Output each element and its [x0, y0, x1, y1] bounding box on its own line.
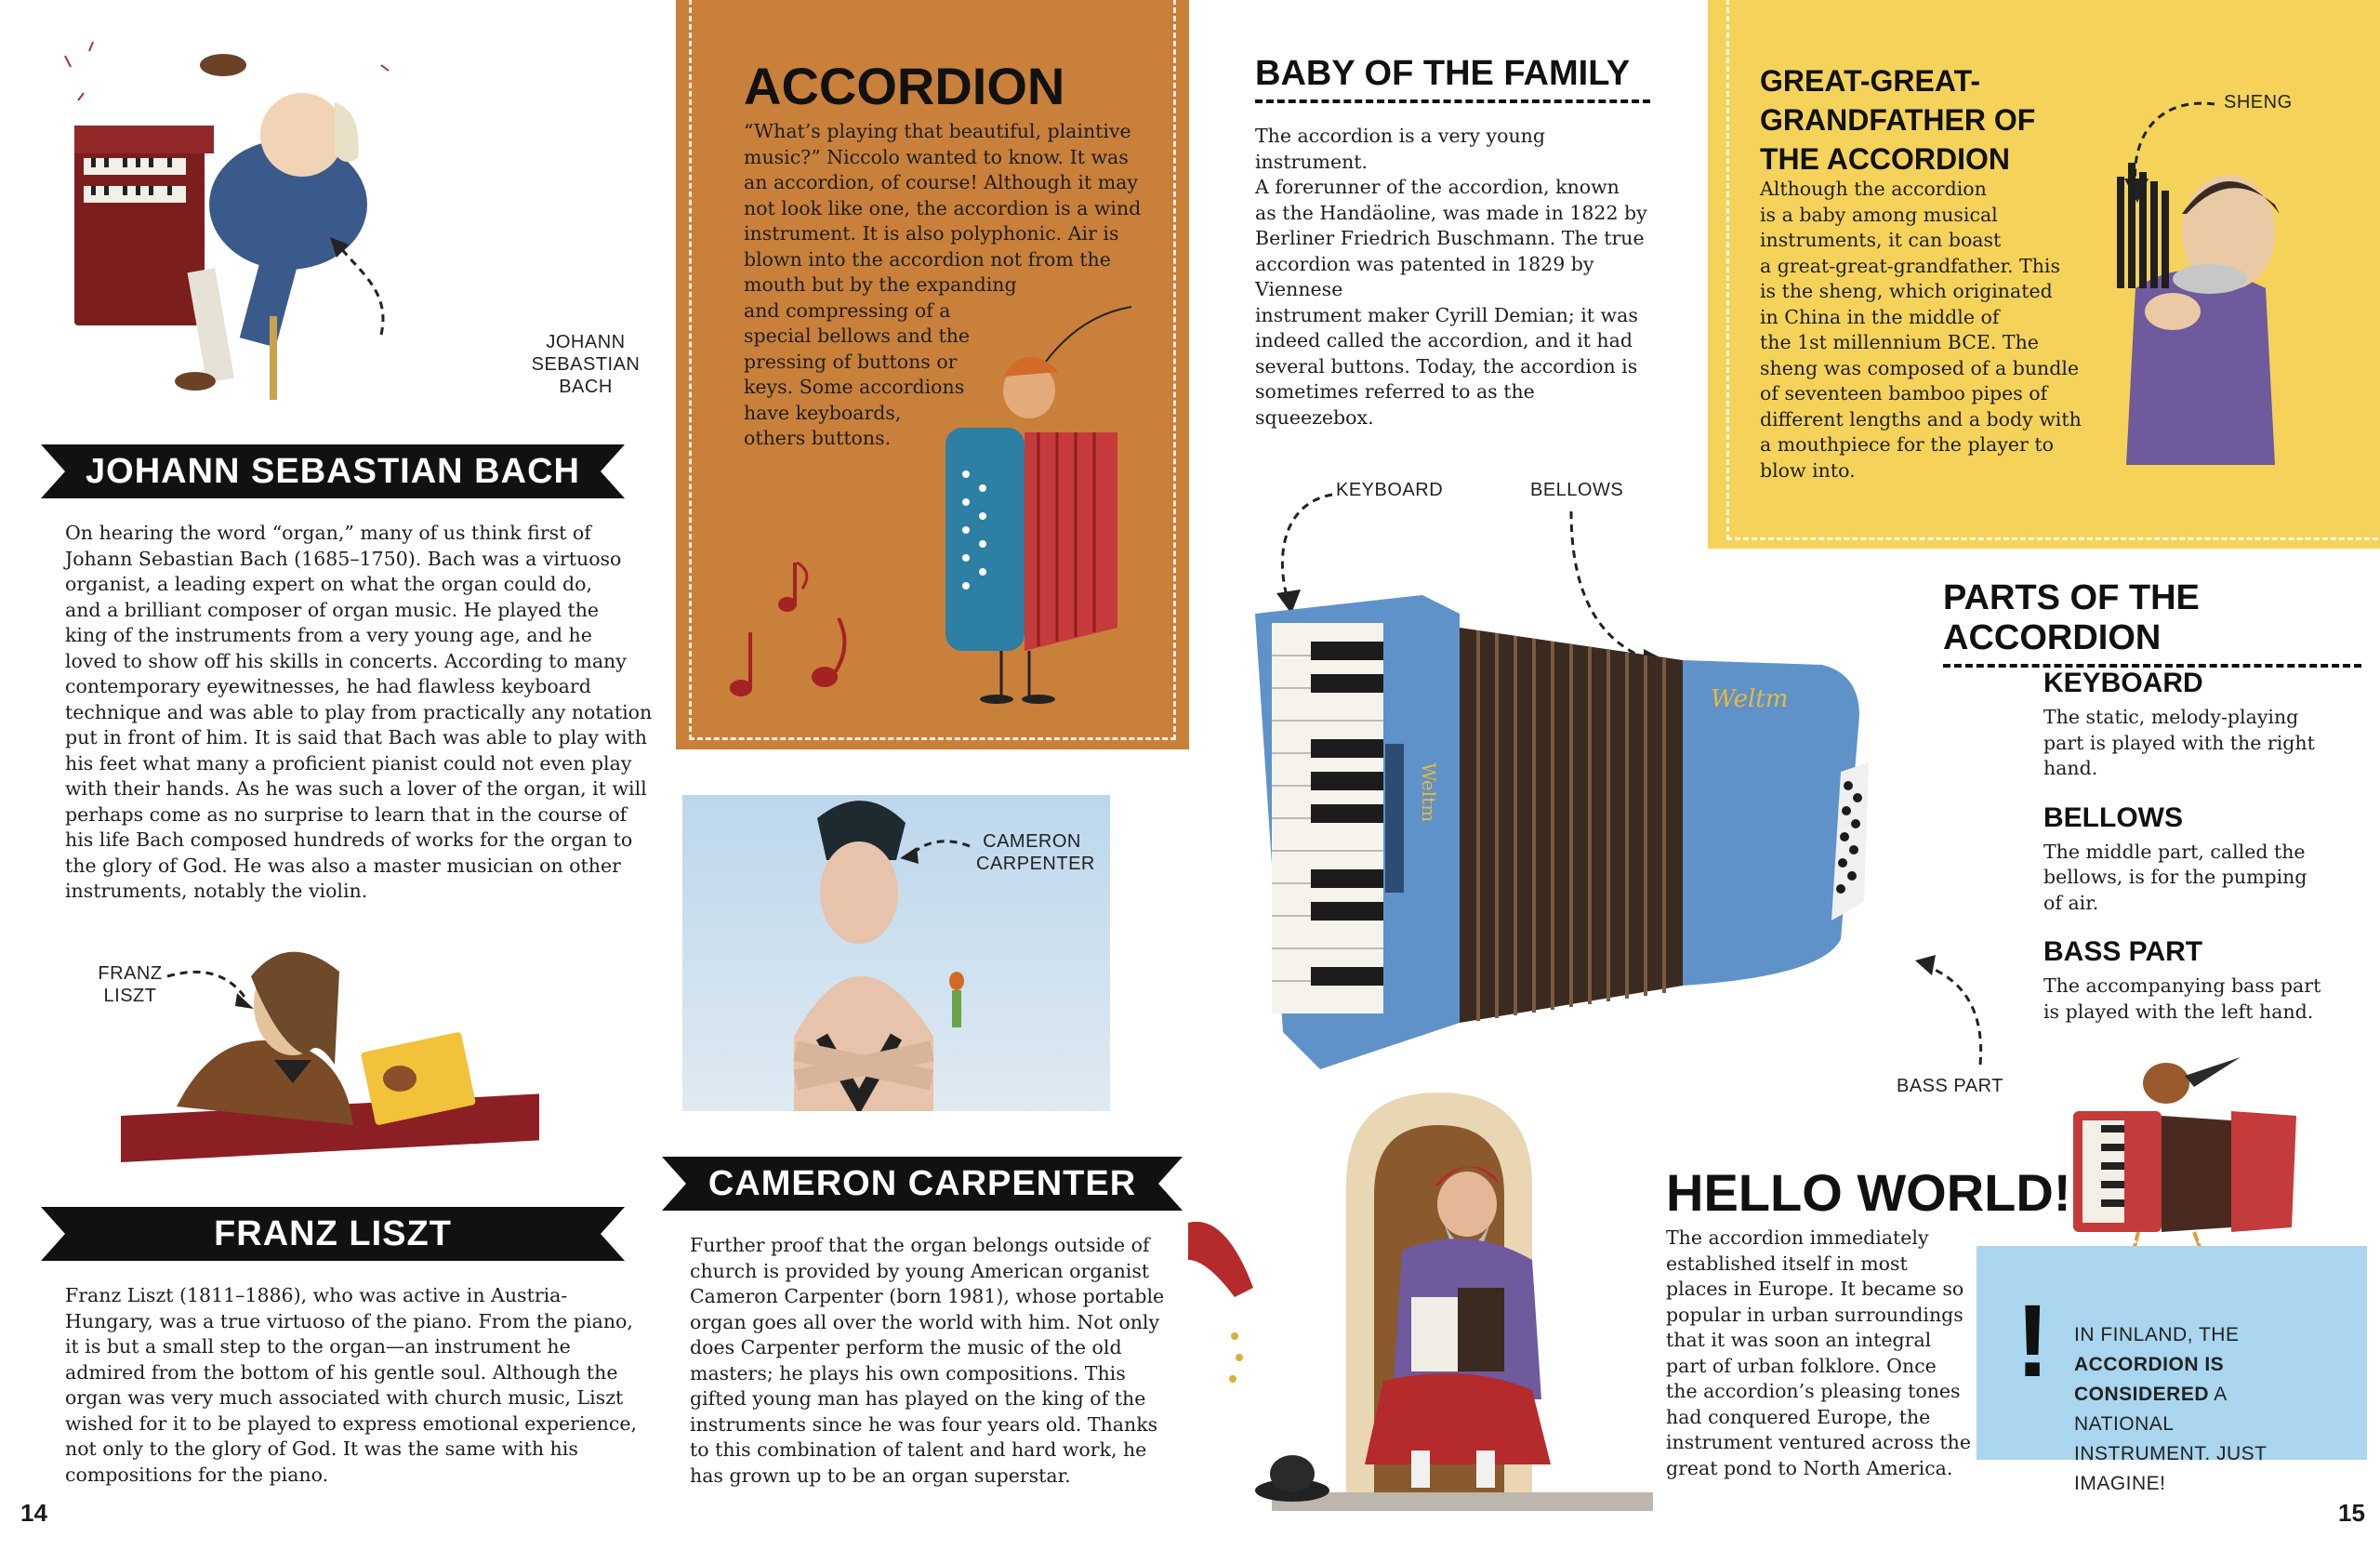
liszt-body-text: Franz Liszt (1811–1886), who was active in Austria- Hungary, was a true virtuoso of the piano. From the piano, it is but a small step to the organ—an instrument he admired from the bottom of his gentle soul. Although the organ was very much associated with church music, Liszt wished for it to be played to express emotional experience, not only to the glory of God. It was the same with his compositions for the piano. [65, 1284, 637, 1486]
liszt-body [65, 1283, 669, 1488]
part-bellows-text: The middle part, called the bellows, is for the pumping of air. [2043, 840, 2307, 914]
carpenter-title-banner [662, 1157, 1183, 1211]
carpenter-body-text: Further proof that the organ belongs outside of church is provided by young American organist Cameron Carpenter (born 1981), whose portable organ goes all over the world with him. Not only does Carpenter perform the music of the old masters; he plays his own compositions. This gifted young man has played on the king of the instruments since he was four years old. Thanks to this combination of talent and hard work, he has grown up to be an organ superstar. [690, 1234, 1165, 1487]
bass-arrow [1906, 953, 1999, 1074]
bach-caption: JOHANN SEBASTIAN BACH [531, 332, 641, 397]
page-number-left: 14 [20, 1499, 47, 1527]
carpenter-arrow [900, 832, 974, 869]
accordion-box-title: ACCORDION [744, 57, 1065, 115]
music-notes-icon [713, 558, 862, 707]
fact-box [1977, 1246, 2367, 1494]
hello-title: HELLO WORLD! [1666, 1163, 2071, 1222]
grandfather-box [1708, 0, 2380, 549]
fact-part2: A NATIONAL INSTRUMENT. JUST IMAGINE! [2074, 1384, 2268, 1494]
svg-text:Weltm: Weltm [1418, 762, 1440, 823]
liszt-title: FRANZ LISZT [214, 1213, 452, 1253]
bach-arrow [325, 237, 400, 339]
bach-title: JOHANN SEBASTIAN BACH [86, 451, 580, 491]
baby-title-text: BABY OF THE FAMILY [1255, 54, 1631, 93]
bach-body [65, 521, 669, 905]
accordion-box-body-text: “What’s playing that beautiful, plaintive music?” Niccolo wanted to know. It was an accordion, of course! Although it may not look like one, the accordion is a wind instrument. It is also polyphonic. Air is blown into the accordion not from the mouth but by the expanding and compressing of a special bellows and the pressing of buttons or keys. Some accordions have keyboards, others buttons. [744, 120, 1142, 449]
baby-title [1255, 54, 1650, 103]
page-number-right: 15 [2338, 1499, 2365, 1527]
part-bass [2043, 936, 2350, 1025]
carpenter-caption: CAMERON CARPENTER [976, 831, 1095, 874]
carpenter-title: CAMERON CARPENTER [707, 1163, 1137, 1203]
svg-text:Weltm: Weltm [1711, 685, 1789, 713]
liszt-caption: FRANZ LISZT [98, 963, 163, 1006]
fact-bold2: IS CONSIDERED [2074, 1354, 2225, 1405]
hello-body-text: The accordion immediately established itself in most places in Europe. It became so popular in urban surroundings that it was soon an integral part of urban folklore. Once the accordion’s pleasing tones had conquered Europe, the instrument ventured across the great pond to North America. [1666, 1226, 1971, 1479]
bach-illustration [56, 37, 409, 428]
part-bass-heading: BASS PART [2043, 936, 2203, 967]
exclamation-icon: ! [2016, 1284, 2050, 1398]
part-keyboard-heading: KEYBOARD [2043, 668, 2203, 698]
fact-part1: IN FINLAND, THE [2074, 1324, 2240, 1345]
accordion-diagram [1246, 586, 1990, 1069]
sheng-caption: SHENG [2224, 92, 2293, 113]
bass-label: BASS PART [1897, 1076, 2003, 1096]
keyboard-label: KEYBOARD [1336, 480, 1444, 500]
parts-title-text: PARTS OF THE ACCORDION [1943, 578, 2200, 657]
grandfather-title: GREAT-GREAT- GRANDFATHER OF THE ACCORDION [1760, 64, 2036, 176]
fact-bold1: ACCORDION [2074, 1354, 2199, 1375]
parts-list [2043, 668, 2350, 1025]
part-bellows-heading: BELLOWS [2043, 801, 2183, 833]
hello-body [1666, 1225, 1973, 1481]
baby-body-text: The accordion is a very young instrument. A forerunner of the accordion, known as the Handäoline, was made in 1822 by Berliner Friedrich Buschmann. The true accordion was patented in 1829 by Viennese instrument maker Cyrill Demian; it was indeed called the accordion, and it had several buttons. Today, the accordion is sometimes referred to as the squeezebox. [1255, 125, 1647, 429]
sheng-player-illustration [2098, 158, 2377, 465]
liszt-illustration [121, 930, 549, 1181]
carpenter-body [690, 1233, 1192, 1489]
part-bellows [2043, 802, 2350, 917]
accordion-box [676, 0, 1189, 749]
liszt-title-banner [41, 1207, 625, 1261]
bach-title-banner [41, 444, 625, 498]
bellows-label: BELLOWS [1530, 480, 1624, 500]
parts-title [1943, 578, 2361, 668]
accordion-player-illustration [899, 288, 1169, 725]
street-musician-illustration [1188, 1083, 1653, 1511]
grandfather-body [1760, 177, 2095, 484]
part-keyboard-text: The static, melody-playing part is played with the right hand. [2043, 706, 2315, 779]
baby-body [1255, 124, 1655, 431]
part-bass-text: The accompanying bass part is played with the left hand. [2043, 974, 2321, 1023]
bach-body-text: On hearing the word “organ,” many of us think first of Johann Sebastian Bach (1685–1750). Bach was a virtuoso organist, a leading expert on what the organ could do, and a brilliant composer of organ music. He played the king of the instruments from a very young age, and he loved to show off his skills in concerts. According to many contemporary eyewitnesses, he had flawless keyboard technique and was able to play from practically any notation put in front of him. It is said that Bach was able to play with his feet what many a proficient pianist could not even play with their hands. As he was such a lover of the organ, it will perhaps come as no surprise to learn that in the course of his life Bach composed hundreds of works for the organ to the glory of God. He was also a master musician on other instruments, notably the violin. [65, 522, 653, 902]
grandfather-body-text: Although the accordion is a baby among musical instruments, it can boast a great-great-grandfather. This is the sheng, which originated in China in the middle of the 1st millennium BCE. The sheng was composed of a bundle of seventeen bamboo pipes of different lengths and a body with a mouthpiece for the player to blow into. [1760, 178, 2082, 482]
part-keyboard [2043, 668, 2350, 782]
fact-text [2074, 1320, 2307, 1499]
